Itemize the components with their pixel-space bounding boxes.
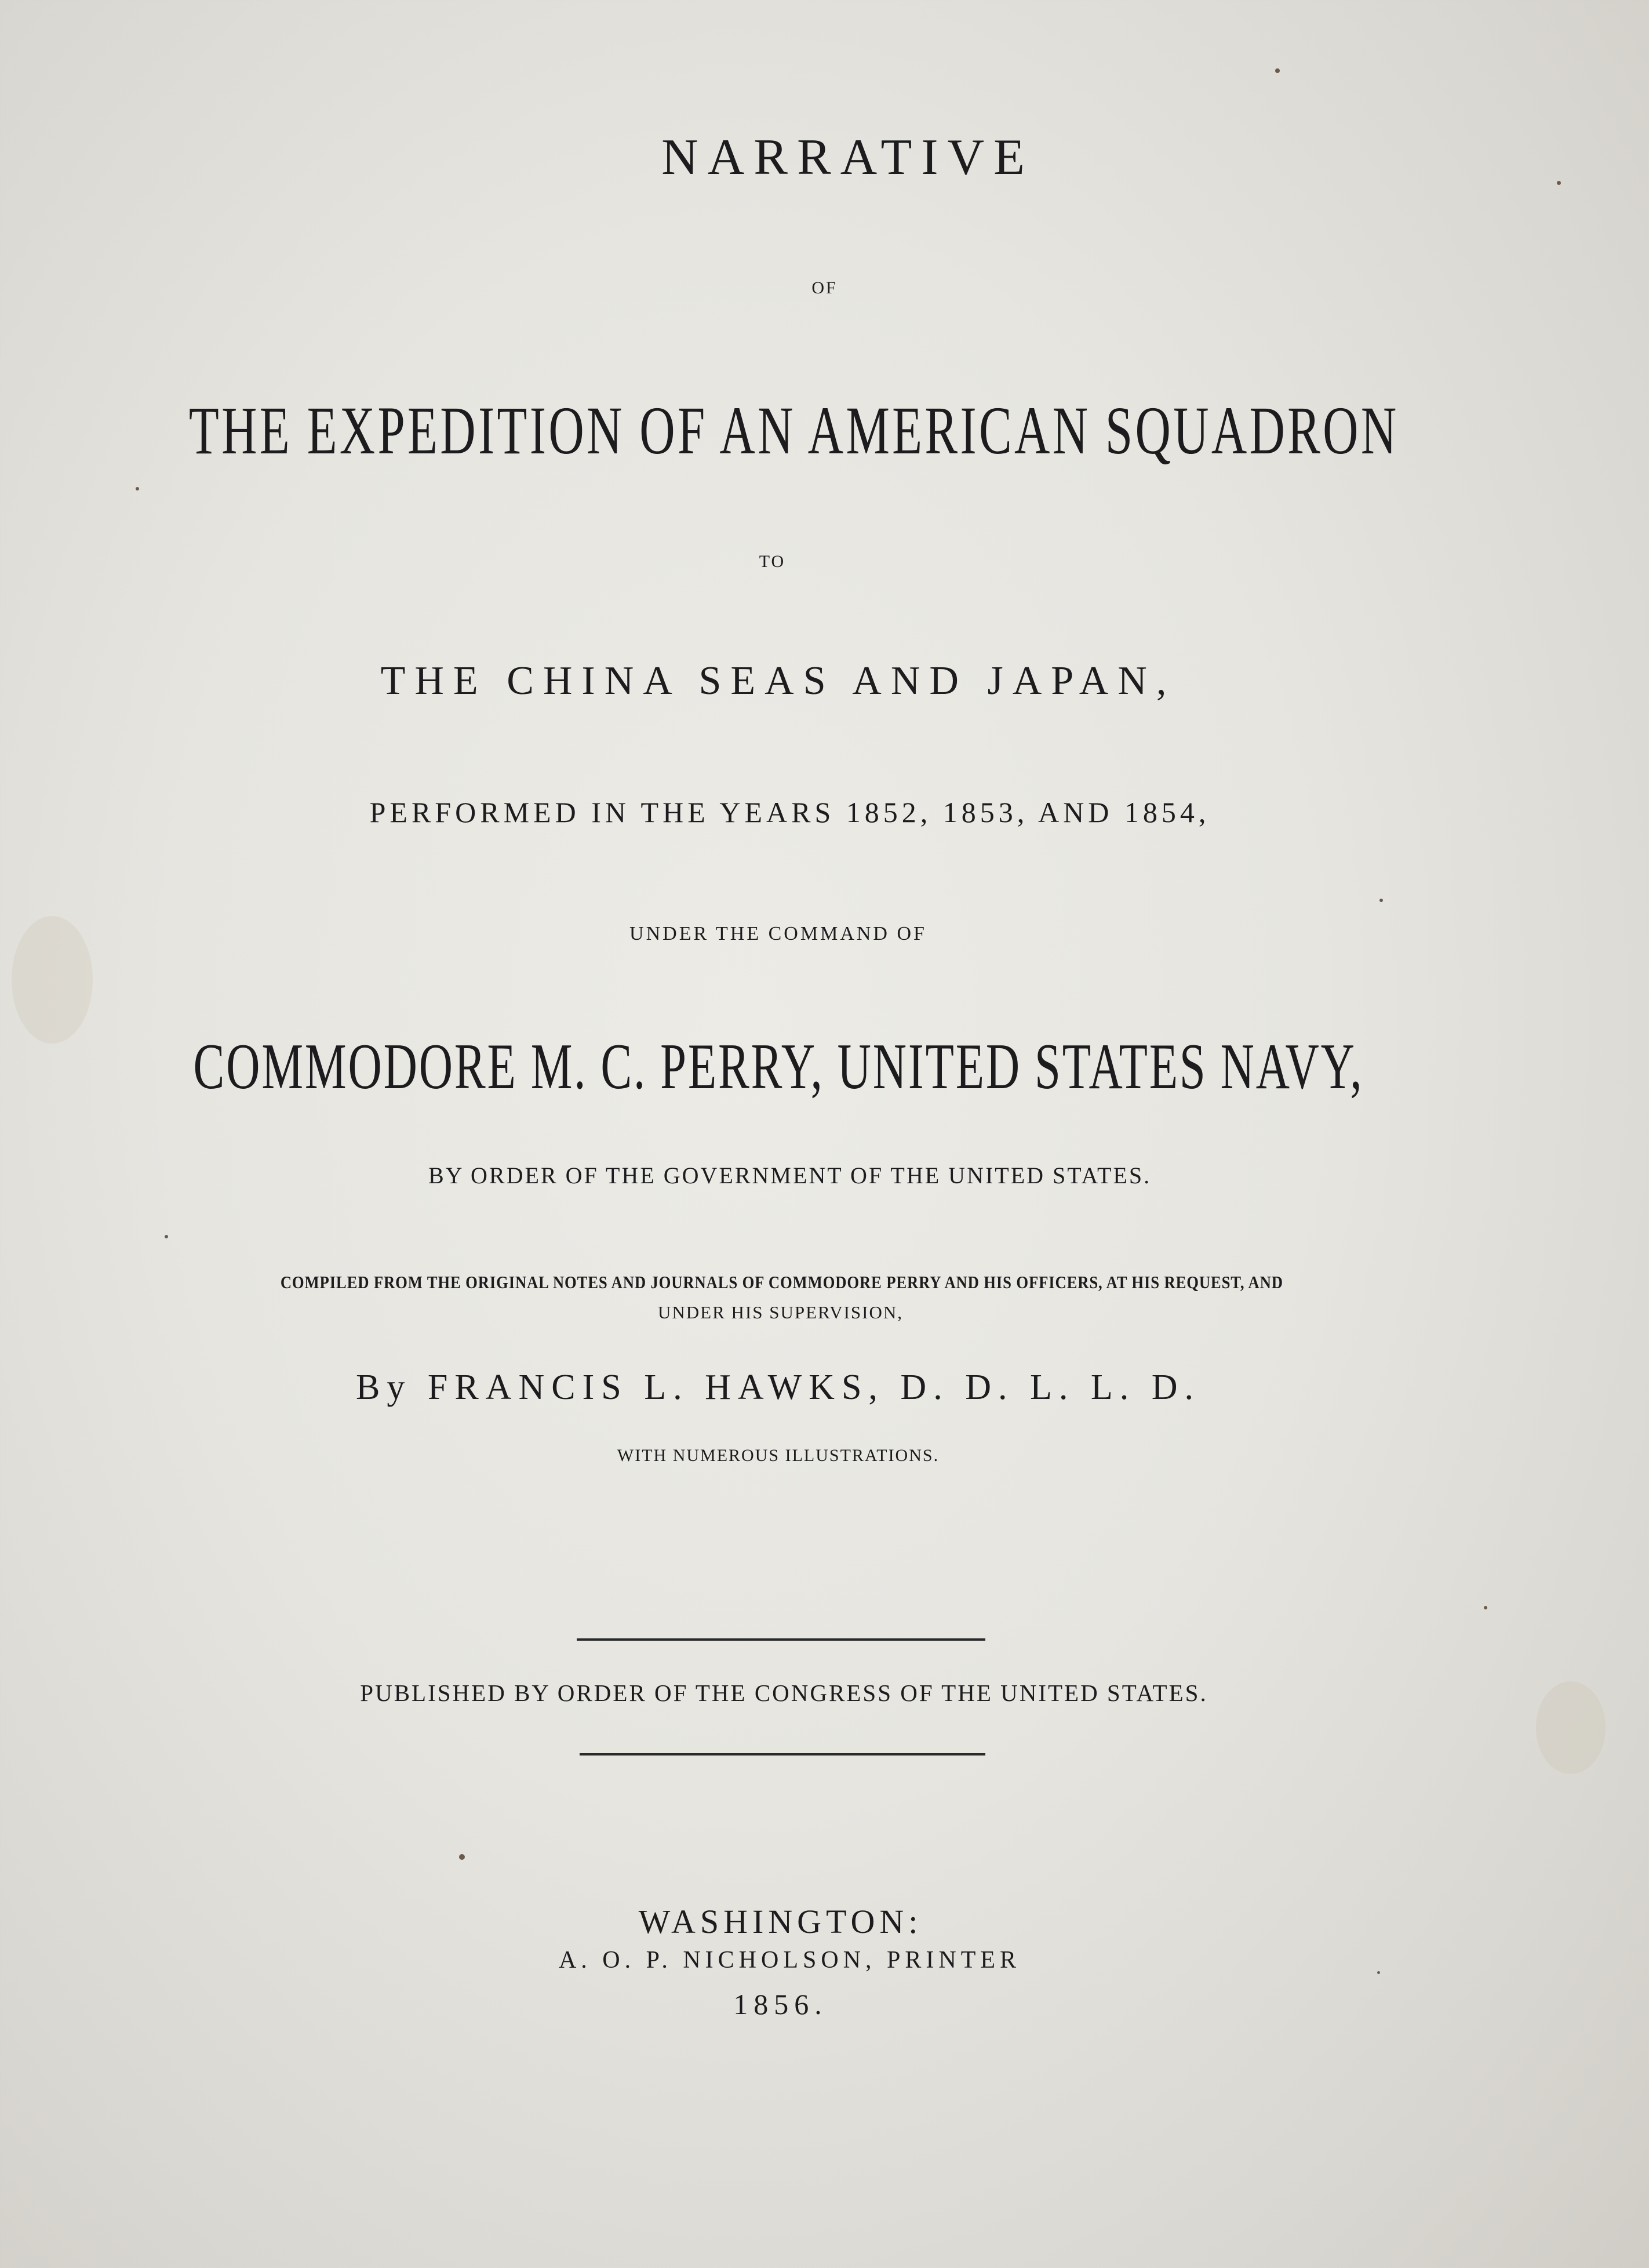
paper-speck <box>136 487 139 490</box>
title-of <box>0 279 1649 297</box>
paper-speck <box>1377 1971 1380 1974</box>
title-to <box>0 553 1597 570</box>
divider-rule-top <box>577 1638 985 1641</box>
imprint-printer <box>0 1948 1614 1972</box>
title-order-text: BY ORDER OF THE GOVERNMENT OF THE UNITED STATES. <box>428 1162 1152 1188</box>
title-command-intro-text: UNDER THE COMMAND OF <box>629 923 927 944</box>
paper-speck <box>165 1235 168 1238</box>
imprint-place <box>0 1905 1605 1939</box>
imprint-printer-text: A. O. P. NICHOLSON, PRINTER <box>558 1947 1021 1973</box>
publication-congress-text: PUBLISHED BY ORDER OF THE CONGRESS OF THE UNITED STATES. <box>360 1680 1208 1706</box>
title-expedition-text: THE EXPEDITION OF AN AMERICAN SQUADRON <box>188 392 1399 468</box>
imprint-place-text: WASHINGTON: <box>638 1903 923 1940</box>
author-illustrations-text: WITH NUMEROUS ILLUSTRATIONS. <box>617 1446 940 1465</box>
paper-speck <box>1484 1606 1487 1609</box>
divider-rule-bottom <box>580 1753 985 1755</box>
imprint-year <box>0 1990 1605 2019</box>
title-narrative <box>0 129 1649 186</box>
title-narrative-text: NARRATIVE <box>661 129 1034 186</box>
author-byline <box>0 1369 1603 1405</box>
paper-speck <box>1379 899 1383 902</box>
title-order <box>0 1164 1614 1187</box>
publication-congress <box>0 1681 1608 1705</box>
imprint-year-text: 1856. <box>733 1988 828 2020</box>
title-commander <box>0 1031 1603 1103</box>
title-command-intro <box>0 924 1603 944</box>
paper-speck <box>459 1854 465 1860</box>
author-illustrations <box>0 1447 1603 1464</box>
title-of-text: OF <box>811 278 838 297</box>
title-years-text: PERFORMED IN THE YEARS 1852, 1853, AND 1854, <box>369 796 1210 828</box>
title-years <box>0 798 1614 827</box>
author-byline-text: By FRANCIS L. HAWKS, D. D. L. L. D. <box>355 1368 1201 1407</box>
title-expedition <box>0 392 1603 468</box>
paper-speck <box>1557 181 1561 185</box>
compilation-line-1-text: COMPILED FROM THE ORIGINAL NOTES AND JOURNALS OF COMMODORE PERRY AND HIS OFFICERS, AT HIS REQUEST, AND <box>280 1272 1283 1292</box>
compilation-line-1 <box>0 1273 1606 1291</box>
compilation-line-2 <box>0 1303 1605 1321</box>
title-destination-text: THE CHINA SEAS AND JAPAN, <box>380 659 1176 703</box>
compilation-line-2-text: UNDER HIS SUPERVISION, <box>657 1302 904 1322</box>
title-destination <box>0 661 1603 702</box>
title-commander-text: COMMODORE M. C. PERRY, UNITED STATES NAVY, <box>193 1031 1363 1103</box>
paper-speck <box>1275 68 1280 73</box>
title-to-text: TO <box>759 552 786 571</box>
